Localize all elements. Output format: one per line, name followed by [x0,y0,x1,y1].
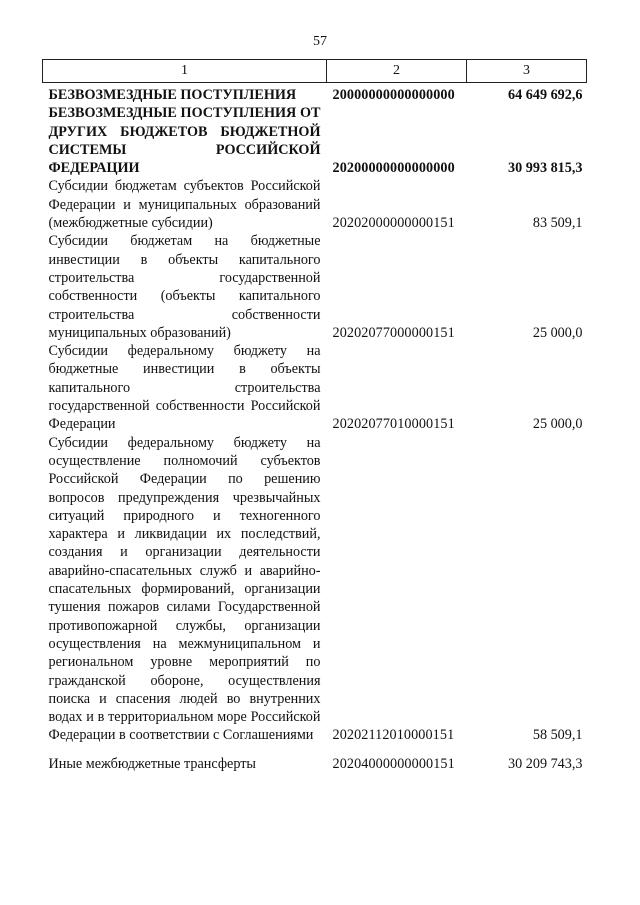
budget-revenue-table [42,59,587,773]
row-code: 20202077010000151 [332,416,455,433]
row-code: 20204000000000151 [332,755,455,772]
table-body [43,83,587,773]
row-code: 20202077000000151 [332,324,455,341]
row-amount: 64 649 692,6 [508,87,583,103]
row-name: Субсидии бюджетам субъектов Российской Федерации и муниципальных образований (межбюджетные субсидии) [48,178,321,232]
table-row [43,342,587,433]
row-name: Субсидии бюджетам на бюджетные инвестиции в объекты капитального строительства государственной собственности (объекты капитального строительства собственности муниципальных образований) [48,233,321,341]
row-amount: 25 000,0 [532,324,583,341]
row-code: 20202112010000151 [332,727,455,744]
table-row [43,177,587,232]
table-row [43,83,587,105]
column-header-name: 1 [43,60,327,83]
row-name: Субсидии федеральному бюджету на бюджетные инвестиции в объекты капитального строительства государственной собственности Российской Федерации [48,343,321,433]
page-number: 57 [313,34,327,49]
row-amount: 83 509,1 [532,215,583,232]
row-amount: 58 509,1 [532,727,583,744]
row-name: БЕЗВОЗМЕЗДНЫЕ ПОСТУПЛЕНИЯ [48,87,297,103]
table-row [43,434,587,745]
table-row [43,745,587,773]
row-code: 20000000000000000 [332,87,455,103]
table-header-row [43,60,587,83]
table-row [43,232,587,342]
column-header-amount: 3 [467,60,587,83]
row-name: Иные межбюджетные трансферты [48,755,256,772]
row-code: 20200000000000000 [332,160,455,177]
row-name: Субсидии федеральному бюджету на осуществление полномочий субъектов Российской Федерации по решению вопросов предупреждения чрезвычайных ситуаций природного и техногенного характера и ликвидации их последствий, создания и организации деятельности аварийно-спасательных служб и аварийно-спасательных формирований, организации тушения пожаров силами Государственной противопожарной службы, организации осуществления на межмуниципальном и региональном уровне мероприятий по гражданской обороне, осуществления поиска и спасения людей во внутренних водах и в территориальном море Российской Федерации в соответствии с Соглашениями [48,434,321,744]
row-code: 20202000000000151 [332,215,455,232]
row-amount: 25 000,0 [532,416,583,433]
row-name: БЕЗВОЗМЕЗДНЫЕ ПОСТУПЛЕНИЯ ОТ ДРУГИХ БЮДЖЕТОВ БЮДЖЕТНОЙ СИСТЕМЫ РОССИЙСКОЙ ФЕДЕРАЦИИ [48,105,321,177]
table-header [43,60,587,83]
row-amount: 30 209 743,3 [508,755,583,772]
row-amount: 30 993 815,3 [508,160,583,177]
table-row [43,104,587,177]
column-header-code: 2 [327,60,467,83]
